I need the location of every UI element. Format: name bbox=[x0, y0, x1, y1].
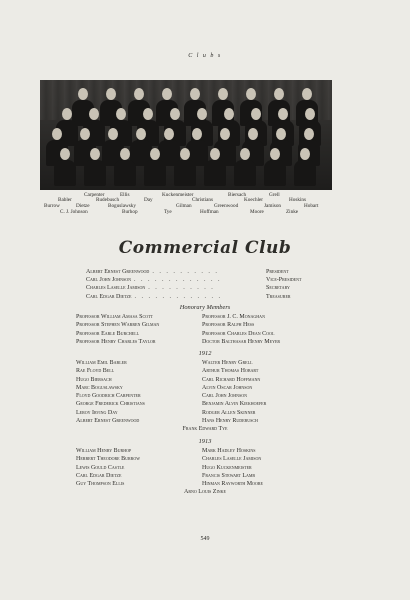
caption-name: Hobart bbox=[304, 203, 319, 209]
officer-row bbox=[86, 284, 336, 292]
officer-role: Secretary bbox=[266, 285, 290, 292]
caption-name: Gilman bbox=[176, 203, 192, 209]
leader-dots: . . . . . . . . . . . . . bbox=[134, 293, 222, 300]
member-name: Professor Charles Dean Cool bbox=[202, 330, 275, 337]
officer-role: Vice-President bbox=[266, 277, 302, 284]
caption-name: Babler bbox=[58, 197, 72, 203]
page-number: 549 bbox=[200, 536, 210, 542]
member-name: Carl Edgar Dietze bbox=[76, 472, 122, 479]
officer-name: Charles Laselle Jamison bbox=[86, 285, 146, 292]
honorary-members-heading: Honorary Members bbox=[179, 304, 231, 311]
member-name: Professor Henry Charles Taylor bbox=[76, 338, 156, 345]
member-name: Carl John Johnson bbox=[202, 393, 248, 400]
member-name: Albert Ernest Greenwood bbox=[76, 418, 140, 425]
class-1913-last-member: Arno Louis Zinke bbox=[184, 489, 226, 495]
leader-dots: . . . . . . . . . . . . . bbox=[134, 277, 222, 284]
member-name: Francis Stewart Lamb bbox=[202, 472, 256, 479]
member-name: Professor Ralph Hess bbox=[202, 322, 255, 329]
member-name: Professor J. C. Monaghan bbox=[202, 314, 265, 320]
class-1913-heading: 1913 bbox=[198, 438, 212, 445]
officer-name: Carl John Johnson bbox=[86, 277, 132, 284]
caption-name: Zinke bbox=[286, 209, 299, 215]
caption-name: Dietze bbox=[76, 203, 90, 209]
officer-row bbox=[86, 276, 336, 284]
member-name: George Frederick Christians bbox=[76, 401, 145, 408]
class-1912-right-column bbox=[202, 359, 266, 425]
member-name: Benjamin Alvin Kiekhoefer bbox=[202, 401, 267, 408]
member-name: Rodger Allen Skinner bbox=[202, 409, 256, 416]
officer-row bbox=[86, 268, 336, 276]
leader-dots: . . . . . . . . . . bbox=[148, 285, 215, 292]
member-name: Charles Laselle Jamison bbox=[202, 456, 262, 463]
member-name: Professor Earle Burchell bbox=[76, 330, 140, 337]
caption-name: Rudebusch bbox=[96, 197, 120, 203]
member-name: Floyd Goodrich Carpenter bbox=[76, 393, 141, 400]
caption-name: C. J. Johnson bbox=[60, 209, 88, 215]
caption-name: Kuckenmeister bbox=[162, 192, 194, 198]
member-name: William Emil Babler bbox=[76, 360, 127, 366]
club-title: Commercial Club bbox=[118, 238, 292, 258]
member-name: Hans Henry Rudebusch bbox=[202, 418, 258, 425]
caption-name: Greenwood bbox=[214, 203, 239, 209]
honorary-left-column bbox=[76, 313, 159, 346]
member-name: Leroy Irving Day bbox=[76, 409, 118, 416]
officer-role: President bbox=[266, 269, 289, 275]
member-name: Professor Stephen Warren Gilman bbox=[76, 322, 160, 329]
member-name: Lewis Gould Castle bbox=[76, 464, 125, 471]
officers-list bbox=[86, 268, 336, 301]
caption-name: Hoskins bbox=[289, 197, 307, 203]
member-name: Hugo Biersach bbox=[76, 376, 112, 383]
member-name: Marc Boguslawsky bbox=[76, 384, 123, 391]
officer-row bbox=[86, 293, 336, 301]
member-name: Hinman Rayworth Moore bbox=[202, 481, 263, 488]
officer-name: Albert Ernest Greenwood bbox=[86, 269, 150, 275]
member-name: Hugo Kuckenmeister bbox=[202, 464, 252, 471]
class-1912-last-member: Frank Edward Tye bbox=[182, 426, 228, 432]
member-name: Doctor Balthasar Henry Meyer bbox=[202, 338, 281, 345]
officer-role: Treasurer bbox=[266, 293, 291, 300]
officer-name: Carl Edgar Dietze bbox=[86, 293, 132, 300]
member-name: Alvin Oscar Johnson bbox=[202, 384, 253, 391]
page-header: C l u b s bbox=[188, 53, 222, 59]
caption-name: Tye bbox=[164, 209, 172, 215]
member-name: Professor William Amasa Scott bbox=[76, 314, 153, 320]
leader-dots: . . . . . . . . . . bbox=[152, 269, 219, 275]
caption-name: Ellis bbox=[120, 192, 130, 198]
member-name: Walter Henry Grell bbox=[202, 360, 253, 366]
caption-name: Burrow bbox=[44, 203, 60, 209]
member-name: Carl Richard Hoffmann bbox=[202, 376, 261, 383]
caption-name: Grell bbox=[269, 192, 280, 198]
member-name: Guy Thompson Ellis bbox=[76, 481, 125, 488]
caption-name: Moore bbox=[250, 209, 264, 215]
caption-name: Christians bbox=[192, 197, 214, 203]
member-name: Herbert Theodore Burrow bbox=[76, 456, 140, 463]
caption-name: Biersach bbox=[228, 192, 247, 198]
member-name: Rae Floyd Bell bbox=[76, 368, 115, 375]
member-name: Mark Hadley Hoskins bbox=[202, 448, 256, 454]
caption-name: Day bbox=[144, 197, 153, 203]
caption-name: Koechler bbox=[244, 197, 264, 203]
caption-name: Jamison bbox=[264, 203, 282, 209]
honorary-right-column bbox=[202, 313, 280, 346]
class-1913-left-column bbox=[76, 447, 140, 488]
member-name: William Henry Burhop bbox=[76, 448, 132, 454]
caption-name: Burhop bbox=[122, 209, 138, 215]
class-1913-right-column bbox=[202, 447, 263, 488]
class-1912-heading: 1912 bbox=[198, 350, 212, 357]
photo-caption bbox=[40, 192, 332, 222]
caption-name: Hoffman bbox=[200, 209, 219, 215]
class-1912-left-column bbox=[76, 359, 145, 425]
member-name: Arthur Thomas Hobart bbox=[202, 368, 259, 375]
caption-name: Boguslawsky bbox=[108, 203, 136, 209]
club-group-photo bbox=[40, 80, 332, 190]
caption-name: Carpenter bbox=[84, 192, 105, 198]
